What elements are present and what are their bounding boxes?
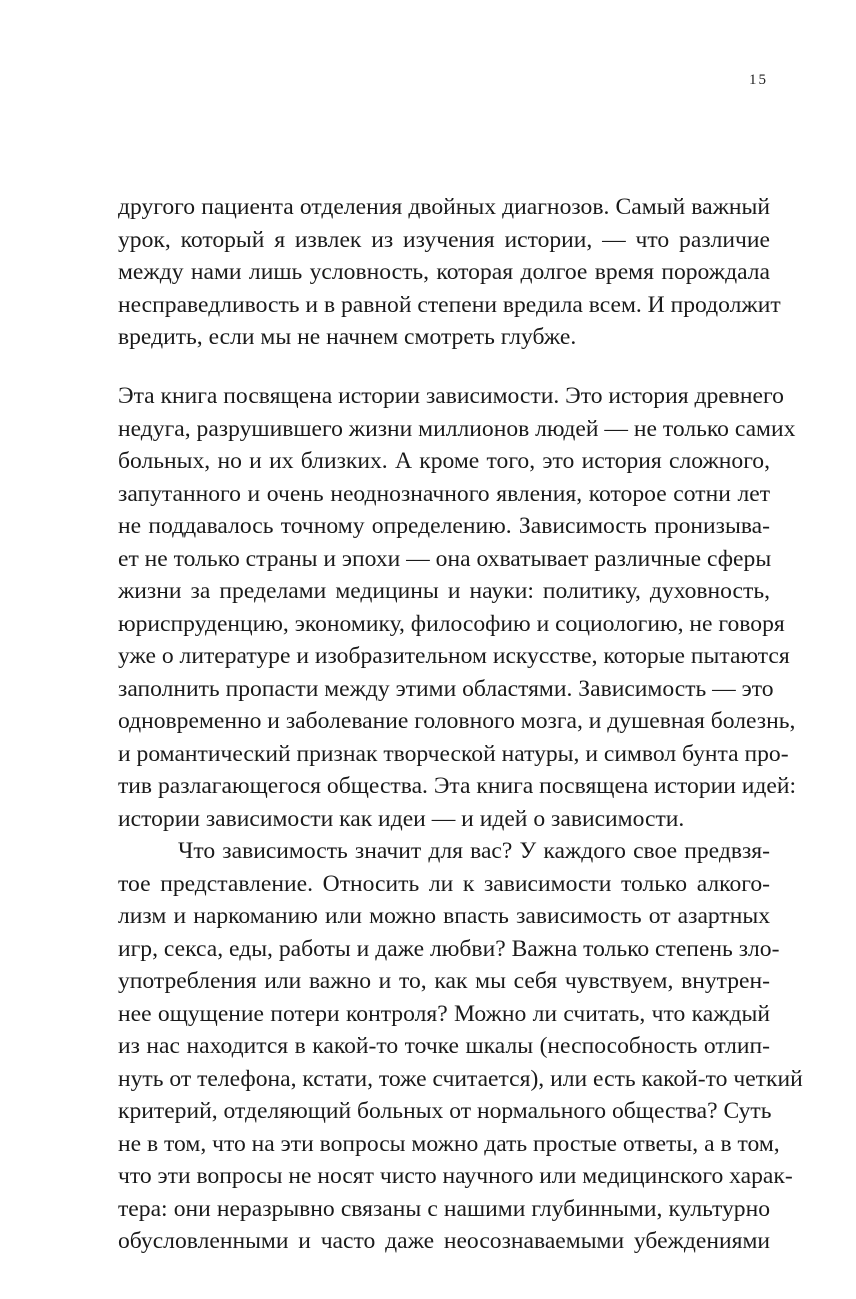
main-text (118, 380, 803, 1258)
text-line: запутанного и очень неоднозначного явления, которое сотни лет (118, 480, 770, 507)
text-line: урок, который я извлек из изучения истории, — что различие (118, 226, 770, 253)
text-line: одновременно и заболевание головного мозга, и душевная болезнь, (118, 708, 796, 734)
paragraph-3 (118, 835, 803, 1258)
text-line: истории зависимости как идеи — и идей о зависимости. (118, 805, 685, 832)
text-line: не в том, что на эти вопросы можно дать простые ответы, а в том, (118, 1130, 780, 1157)
text-line: юриспруденцию, экономику, философию и социологию, не говоря (118, 610, 785, 637)
paragraph-2 (118, 380, 797, 835)
text-line: что эти вопросы не носят чисто научного или медицинского харак- (118, 1163, 793, 1189)
text-line: не поддавалось точному определению. Зависимость пронизыва- (118, 513, 770, 539)
text-line: недуга, разрушившего жизни миллионов людей — не только самих (118, 415, 796, 442)
text-line: заполнить пропасти между этими областями. Зависимость — это (118, 675, 774, 702)
text-line: другого пациента отделения двойных диагнозов. Самый важный (118, 194, 770, 220)
text-line: нуть от телефона, кстати, тоже считается), или есть какой-то четкий (118, 1065, 803, 1092)
text-line: критерий, отделяющий больных от нормального общества? Суть (118, 1098, 772, 1124)
text-line: обусловленными и часто даже неосознаваемыми убеждениями (118, 1228, 770, 1254)
text-line: лизм и наркоманию или можно впасть зависимость от азартных (118, 903, 770, 929)
text-line: между нами лишь условность, которая долгое время порождала (118, 259, 770, 285)
text-line: и романтический признак творческой натуры, и символ бунта про- (118, 740, 789, 767)
page-number: 15 (749, 72, 768, 88)
text-line: ет не только страны и эпохи — она охватывает различные сферы (118, 545, 772, 572)
text-line: Что зависимость значит для вас? У каждого свое предвзя- (178, 838, 770, 864)
text-line: тив разлагающегося общества. Эта книга посвящена истории идей: (118, 773, 797, 799)
text-line: несправедливость и в равной степени вредила всем. И продолжит (118, 291, 781, 318)
text-line: нее ощущение потери контроля? Можно ли считать, что каждый (118, 1000, 770, 1027)
text-line: из нас находится в какой-то точке шкалы (неспособность отлип- (118, 1033, 770, 1059)
text-line: больных, но и их близких. А кроме того, это история сложного, (118, 448, 770, 474)
text-line: употребления или важно и то, как мы себя чувствуем, внутрен- (118, 968, 770, 994)
text-line: Эта книга посвящена истории зависимости. Это история древнего (118, 383, 784, 409)
paragraph-1 (118, 191, 781, 354)
text-line: игр, секса, еды, работы и даже любви? Важна только степень зло- (118, 935, 780, 962)
text-line: тое представление. Относить ли к зависимости только алкого- (118, 870, 770, 897)
text-line: жизни за пределами медицины и науки: политику, духовность, (118, 578, 770, 604)
text-line: уже о литературе и изобразительном искусстве, которые пытаются (118, 643, 790, 669)
text-line: вредить, если мы не начнем смотреть глубже. (118, 324, 577, 350)
text-line: тера: они неразрывно связаны с нашими глубинными, культурно (118, 1195, 770, 1222)
